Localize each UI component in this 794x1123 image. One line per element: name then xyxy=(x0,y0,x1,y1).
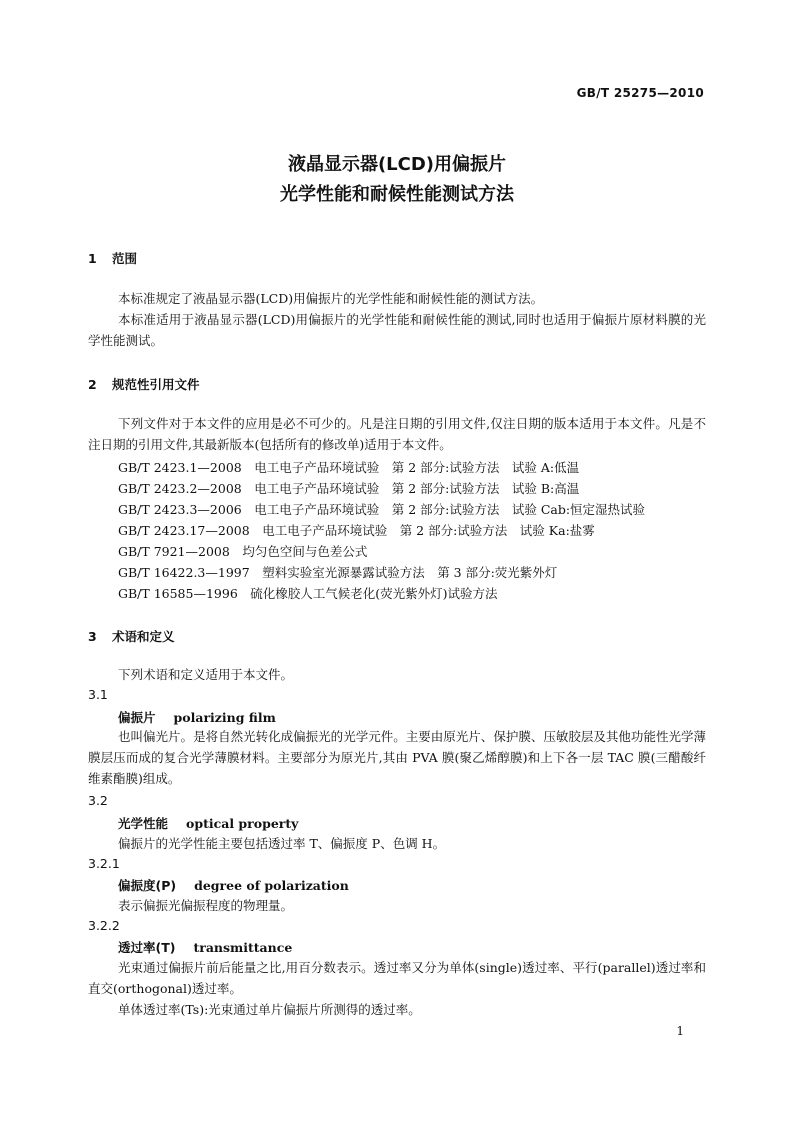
term-en: degree of polarization xyxy=(194,878,349,893)
term-cn: 偏振片 xyxy=(118,710,156,725)
reference-item: GB/T 16422.3—1997 塑料实验室光源暴露试验方法 第 3 部分:荧光紫外灯 xyxy=(118,565,558,580)
paragraph: 本标准规定了液晶显示器(LCD)用偏振片的光学性能和耐候性能的测试方法。 xyxy=(118,291,544,306)
clause-number: 3.2 xyxy=(88,793,108,808)
term xyxy=(118,938,292,956)
section-2-heading xyxy=(88,375,200,393)
section-number: 3 xyxy=(88,629,97,644)
clause-number: 3.1 xyxy=(88,687,108,702)
term-en: transmittance xyxy=(193,940,293,955)
section-3-heading xyxy=(88,627,175,645)
reference-item: GB/T 2423.1—2008 电工电子产品环境试验 第 2 部分:试验方法 试验 A:低温 xyxy=(118,460,580,475)
section-title: 术语和定义 xyxy=(112,629,175,644)
term-cn: 透过率(T) xyxy=(118,940,176,955)
document-title-line1: 液晶显示器(LCD)用偏振片 xyxy=(287,154,507,175)
definition: 表示偏振光偏振程度的物理量。 xyxy=(118,898,294,913)
section-number: 1 xyxy=(88,251,97,266)
reference-item: GB/T 16585—1996 硫化橡胶人工气候老化(荧光紫外灯)试验方法 xyxy=(118,586,498,601)
section-title: 范围 xyxy=(112,251,138,266)
section-number: 2 xyxy=(88,377,97,392)
standard-code: GB/T 25275—2010 xyxy=(576,86,704,100)
term-en: polarizing film xyxy=(173,710,276,725)
clause-number: 3.2.1 xyxy=(88,856,120,871)
term xyxy=(118,708,276,726)
paragraph: 下列文件对于本文件的应用是必不可少的。凡是注日期的引用文件,仅注日期的版本适用于本文件。凡是不注日期的引用文件,其最新版本(包括所有的修改单)适用于本文件。 xyxy=(88,416,706,452)
definition: 也叫偏光片。是将自然光转化成偏振光的光学元件。主要由原光片、保护膜、压敏胶层及其他功能性光学薄膜层压而成的复合光学薄膜材料。主要部分为原光片,其由 PVA 膜(聚乙烯醇膜)和上下各一层 TAC 膜(三醋酸纤维素酯膜)组成。 xyxy=(88,729,706,786)
paragraph: 下列术语和定义适用于本文件。 xyxy=(118,667,294,682)
reference-item: GB/T 7921—2008 均匀色空间与色差公式 xyxy=(118,544,368,559)
term xyxy=(118,814,298,832)
term-cn: 偏振度(P) xyxy=(118,878,177,893)
clause-number: 3.2.2 xyxy=(88,918,120,933)
reference-item: GB/T 2423.3—2006 电工电子产品环境试验 第 2 部分:试验方法 试验 Cab:恒定湿热试验 xyxy=(118,502,646,517)
section-1-heading xyxy=(88,249,137,267)
definition: 光束通过偏振片前后能量之比,用百分数表示。透过率又分为单体(single)透过率、平行(parallel)透过率和直交(orthogonal)透过率。 xyxy=(88,960,706,996)
page-number: 1 xyxy=(676,1024,684,1038)
definition: 单体透过率(Ts):光束通过单片偏振片所测得的透过率。 xyxy=(118,1002,421,1017)
term-cn: 光学性能 xyxy=(118,816,169,831)
definition: 偏振片的光学性能主要包括透过率 T、偏振度 P、色调 H。 xyxy=(118,836,446,851)
term-en: optical property xyxy=(186,816,299,831)
paragraph: 本标准适用于液晶显示器(LCD)用偏振片的光学性能和耐候性能的测试,同时也适用于偏振片原材料膜的光学性能测试。 xyxy=(88,312,706,348)
reference-item: GB/T 2423.2—2008 电工电子产品环境试验 第 2 部分:试验方法 试验 B:高温 xyxy=(118,481,580,496)
section-title: 规范性引用文件 xyxy=(112,377,200,392)
reference-item: GB/T 2423.17—2008 电工电子产品环境试验 第 2 部分:试验方法 试验 Ka:盐雾 xyxy=(118,523,595,538)
document-title-line2: 光学性能和耐候性能测试方法 xyxy=(280,184,514,205)
term xyxy=(118,876,349,894)
